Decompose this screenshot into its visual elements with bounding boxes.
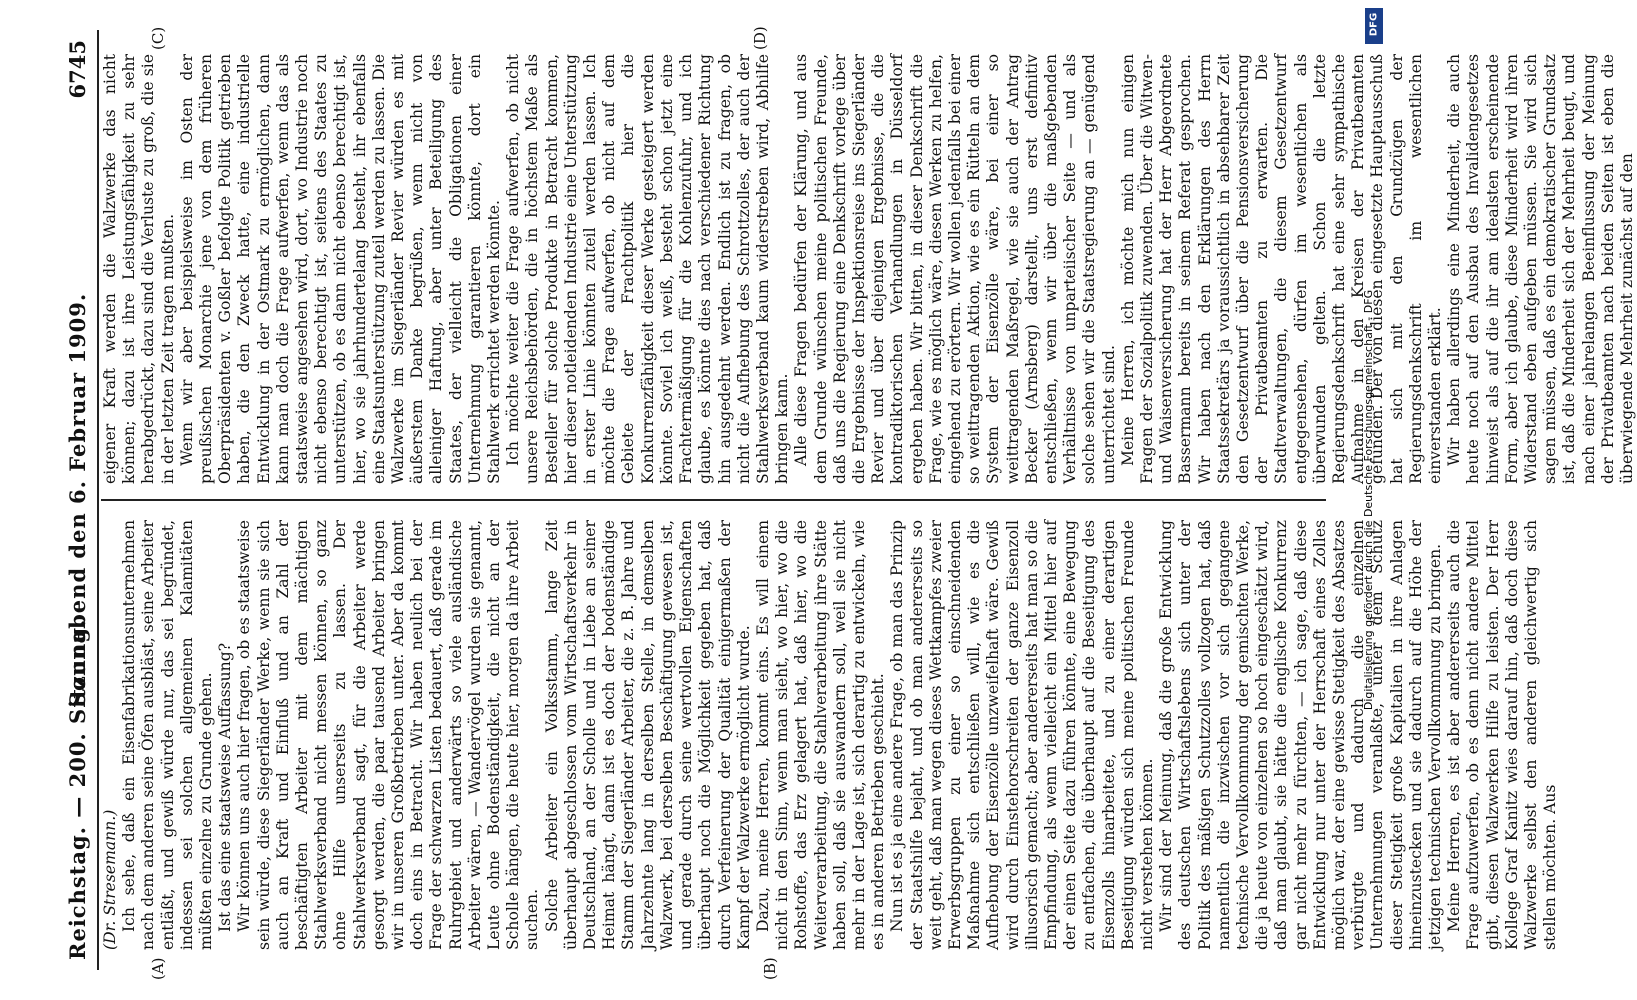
margin-mark-a: (A) xyxy=(149,957,167,980)
page-number: 6745 xyxy=(65,40,90,99)
paragraph: Wenn wir aber beispielsweise im Osten der preußischen Monarchie jene von dem früheren Oberpräsidenten v. Goßler befolgte Politik getrieben haben, die den Zweck hatte, eine industrielle Entwicklung in der Ostmark zu ermöglichen, dann kann man doch die Frage aufwerfen, wenn das als staatsweise angesehen wird, dort, wo Industrie noch nicht ebenso berechtigt ist, seitens des Staates zu unterstützen, ob es dann nicht ebenso berechtigt ist, hier, wo sie jahrhundertelang besteht, ihr ebenfalls eine Staatsunterstützung zuteil werden zu lassen. Die Walzwerke im Siegerländer Revier würden es mit äußerstem Danke begrüßen, wenn nicht von alleiniger Haftung, aber unter Beteiligung des Staates, der vielleicht die Obligationen einer Unternehmung garantieren könnte, dort ein Stahlwerk errichtet werden könnte. xyxy=(177,54,504,484)
left-column xyxy=(101,520,1560,950)
paragraph: Ich sehe, daß ein Eisenfabrikationsunternehmen nach dem anderen seine Öfen ausbläst, seine Arbeiter entläßt, und gewiß würde nur, das sei begründet, indessen sei solchen allgemeinen Kalamitäten müßten einzelne zu Grunde gehen. xyxy=(120,520,216,950)
paragraph: Ist das eine staatsweise Auffassung? xyxy=(216,642,235,932)
paragraph: Meine Herren, ich möchte mich nun einigen Fragen der Sozialpolitik zuwenden. Über die Witwen- und Waisenversicherung hat der Herr Abgeordnete Bassermann bereits in seinem Referat gesprochen. Wir haben nach den Erklärungen des Herrn Staatssekretärs ja voraussichtlich in absehbarer Zeit den Gesetzentwurf über die Pensionsversicherung der Privatbeamten zu erwarten. Die Stadtverwaltungen, die diesem Gesetzentwurf entgegensehen, dürfen im wesentlichen als überwunden gelten. Schon die letzte Regierungsdenkschrift hat eine sehr sympathische Aufnahme in den Kreisen der Privatbeamten gefunden. Der von diesen eingesetzte Hauptausschuß hat sich mit den Grundzügen der Regierungsdenkschrift im wesentlichen einverstanden erklärt. xyxy=(1118,54,1445,484)
dfg-logo-text: DFG xyxy=(1368,12,1380,37)
paragraph: Meine Herren, es ist aber andererseits auch die Frage aufzuwerfen, ob es denn nicht andere Mittel gibt, diesen Walzwerken Hilfe zu leisten. Der Herr Kollege Graf Kanitz wies darauf hin, daß doch diese Walzwerke selbst den anderen gleichwertig sich stellen möchten. Aus xyxy=(1445,520,1560,950)
paragraph: Dazu, meine Herren, kommt eins. Es will einem nicht in den Sinn, wenn man sieht, wo hier, wo die Rohstoffe, das Erz gelagert hat, daß hier, wo die Weiterverarbeitung, die Stahlverarbeitung ihre Stätte haben soll, daß sie auswandern soll, weil sie nicht mehr in der Lage ist, sich derartig zu entwickeln, wie es in anderen Betrieben geschieht. xyxy=(753,520,888,950)
paragraph: Wir können uns auch hier fragen, ob es staatsweise sein würde, diese Siegerländer Werke, wenn sie sich auch an Kraft und Einfluß und an Zahl der beschäftigten Arbeiter mit dem mächtigen Stahlwerksverband nicht messen können, so ganz ohne Hilfe unserseits zu lassen. Der Stahlwerksverband sagt, für die Arbeiter werde gesorgt werden, die paar tausend Arbeiter bringen wir in unseren Großbetrieben unter. Aber da kommt doch eins in Betracht. Wir haben neulich bei der Frage der schwarzen Listen bedauert, daß gerade im Ruhrgebiet und anderwärts so viele ausländische Arbeiter wären, — Wandervögel wurden sie genannt, Leute ohne Bodenständigkeit, die nicht an der Scholle hängen, die heute hier, morgen da ihre Arbeit suchen. xyxy=(235,520,542,950)
margin-mark-d: (D) xyxy=(751,26,769,50)
speaker-label: (Dr. Stresemann.) xyxy=(101,809,119,950)
margin-mark-b: (B) xyxy=(761,957,779,980)
page-header xyxy=(61,30,99,970)
dfg-logo xyxy=(1365,8,1383,44)
paragraph: Alle diese Fragen bedürfen der Klärung, und aus dem Grunde wünschen meine politischen Freunde, daß uns die Regierung eine Denkschrift vorlege über die Ergebnisse der Inspektionsreise ins Siegerländer Revier und über diejenigen Ergebnisse, die die kontradiktorischen Verhandlungen in Düsseldorf ergeben haben. Wir bitten, in dieser Denkschrift die Frage, wie es möglich wäre, diesen Werken zu helfen, eingehend zu erörtern. Wir wollen jedenfalls bei einer so weittragenden Aktion, wie es ein Rütteln an dem System der Eisenzölle wäre, bei einer so weittragenden Maßregel, wie sie auch der Antrag Becker (Arnsberg) darstellt, uns erst definitiv entschließen, wenn wir über die maßgebenden Verhältnisse von unparteiischer Seite — und als solche sehen wir die Staatsregierung an — genügend unterrichtet sind. xyxy=(792,54,1118,484)
margin-mark-c: (C) xyxy=(149,26,167,50)
paragraph: Solche Arbeiter ein Volksstamm, lange Zeit überhaupt abgeschlossen vom Wirtschaftsverkehr in Deutschland, an der Scholle und in Liebe an seiner Heimat hängt, dann ist es doch der bodenständige Stamm der Siegerländer Arbeiter, die z. B. Jahre und Jahrzehnte lang in derselben Stelle, in demselben Walzwerk, bei derselben Beschäftigung gewesen ist, und gerade durch seine wertvollen Eigenschaften überhaupt noch die Möglichkeit gegeben hat, daß durch Verfeinerung der Qualität einigermaßen der Kampf der Walzwerke ermöglicht wurde. xyxy=(542,520,753,950)
paragraph: Wir sind der Meinung, daß die große Entwicklung des deutschen Wirtschaftslebens sich unter der Politik des mäßigen Schutzzolles vollzogen hat, daß namentlich die inzwischen vor sich gegangene technische Vervollkommnung der gemischten Werke, die ja heute von einzelnen so hoch eingeschätzt wird, daß man glaubt, sie hätte die englische Konkurrenz gar nicht mehr zu fürchten, — ich sage, daß diese Entwicklung nur unter der Herrschaft eines Zolles möglich war, der eine gewisse Stetigkeit des Absatzes verbürgte und dadurch die einzelnen Unternehmungen veranlaßte, unter dem Schutz dieser Stetigkeit große Kapitalien in ihre Anlagen hineinzustecken und sie dadurch auf die Höhe der jetzigen technischen Vervollkommnung zu bringen. xyxy=(1157,520,1445,950)
header-date: Sonnabend den 6. Februar 1909. xyxy=(65,292,90,708)
paragraph: eigener Kraft werden die Walzwerke das nicht können; dazu ist ihre Leistungsfähigkeit zu sehr herabgedrückt, dazu sind die Verluste zu groß, die sie in der letzten Zeit tragen mußten. xyxy=(101,54,177,484)
paragraph: Wir haben allerdings eine Minderheit, die auch heute noch auf den Ausbau des Invalidengesetzes hinweist als auf die ihr am idealsten erscheinende Form, aber ich glaube, diese Minderheit wird ihren Widerstand eben aufgeben müssen. Sie wird sich sagen müssen, daß es ein demokratischer Grundsatz ist, daß die Minderheit sich der Mehrheit beugt, und nach einer jahrelangen Beeinflussung der Meinung der Privatbeamten nach beiden Seiten ist eben die überwiegende Mehrheit zunächst auf den xyxy=(1445,54,1637,484)
digitization-credit: Digitalisierung gefördert durch die Deutsche Forschungsgemeinschaft - DFG xyxy=(1362,289,1375,711)
column-divider xyxy=(101,499,1326,501)
paragraph: Nun ist es ja eine andere Frage, ob man das Prinzip der Staatshilfe bejaht, und ob man andererseits so weit geht, daß man wegen dieses Wettkampfes zweier Erwerbsgruppen zu einer so einschneidenden Maßnahme sich entschließen will, wie es die Aufhebung der Eisenzölle unzweifelhaft wäre. Gewiß wird durch Einstehorschreiten der ganze Eisenzoll illusorisch gemacht; aber andererseits hat man so die Empfindung, als wenn vielleicht ein Mittel hier auf der einen Seite dazu führen könnte, eine Bewegung zu entfachen, die überhaupt auf die Beseitigung des Eisenzolls hinarbeitete, und zu einer derartigen Beseitigung würden sich meine politischen Freunde nicht verstehen können. xyxy=(888,520,1156,950)
header-left: Reichstag. — 200. Sitzung. xyxy=(65,618,90,960)
right-column xyxy=(101,54,1637,484)
paragraph: Ich möchte weiter die Frage aufwerfen, ob nicht unsere Reichsbehörden, die in höchstem Maße als Besteller für solche Produkte in Betracht kommen, hier dieser notleidenden Industrie eine Unterstützung in erster Linie könnten zuteil werden lassen. Ich möchte die Frage aufwerfen, ob nicht auf dem Gebiete der Frachtpolitik hier die Konkurrenzfähigkeit dieser Werke gesteigert werden könnte. Soviel ich weiß, besteht schon jetzt eine Frachtermäßigung für die Kohlenzufuhr, und ich glaube, es könnte dies nach verschiedener Richtung hin ausgedehnt werden. Endlich ist zu fragen, ob nicht die Aufhebung des Schrottzolles, der auch der Stahlwerksverband kaum widerstreben wird, Abhilfe bringen kann. xyxy=(504,54,792,484)
